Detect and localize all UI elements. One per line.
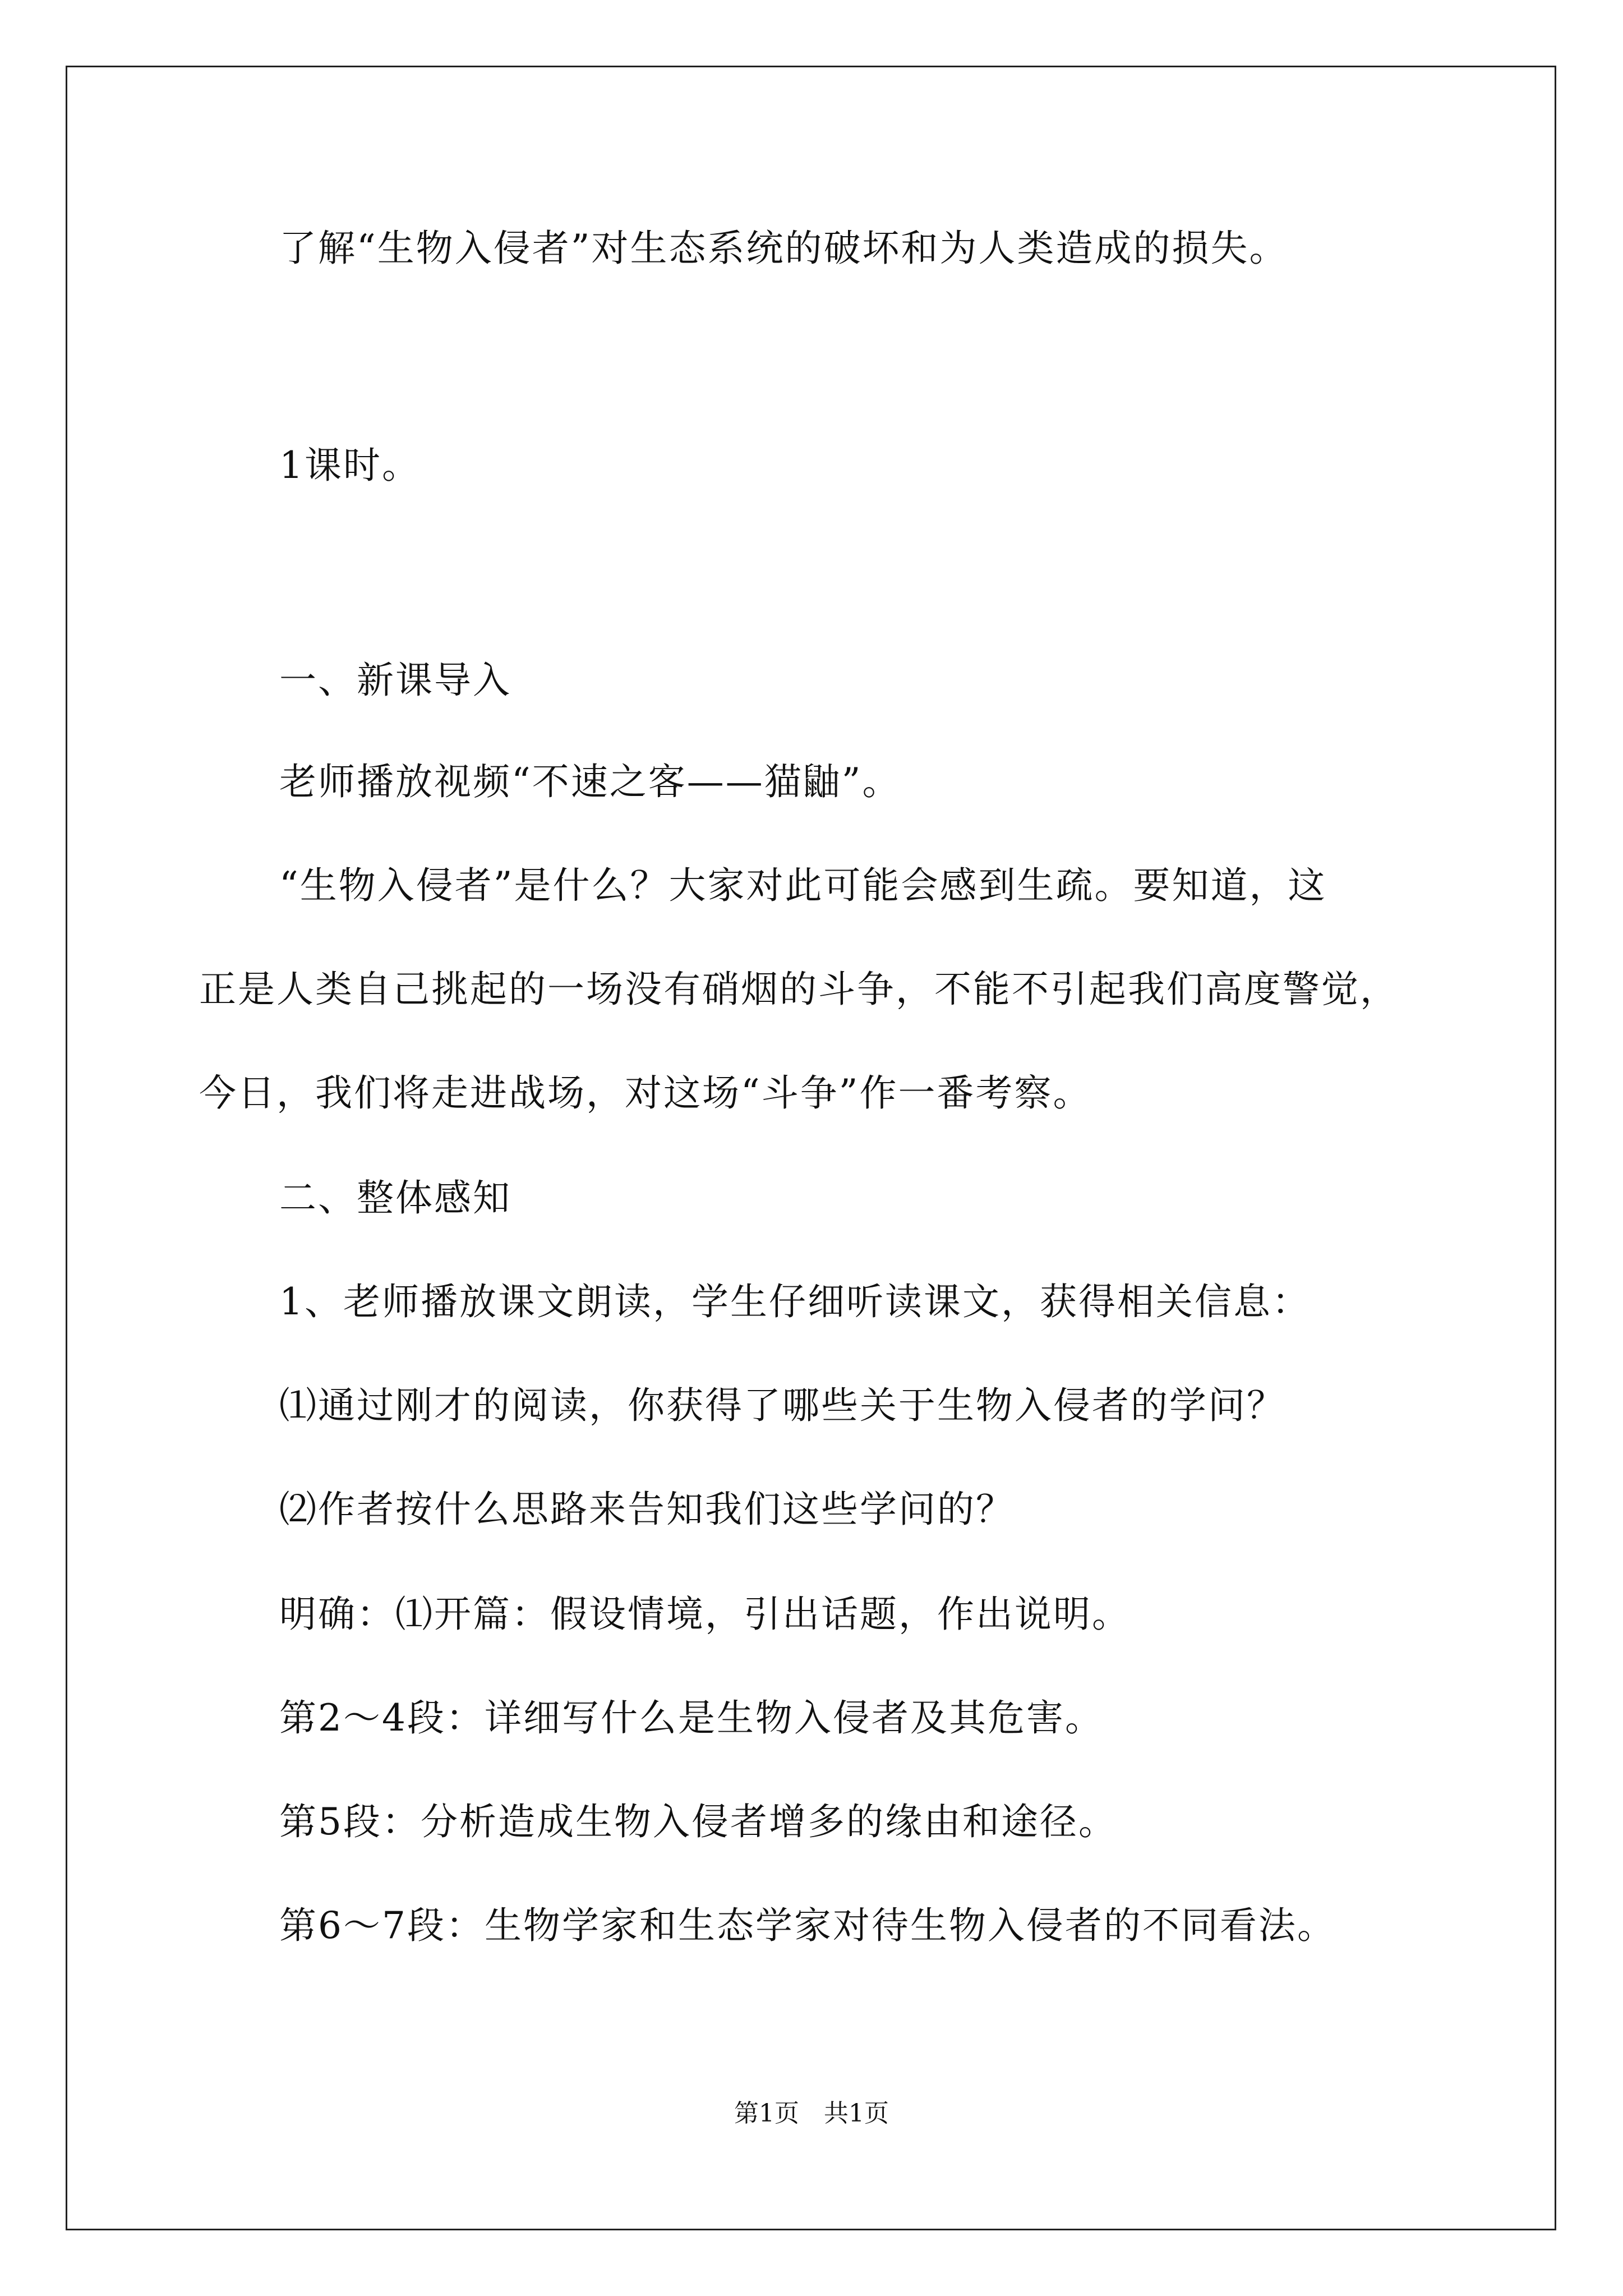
paragraph-question-1: ⑴通过刚才的阅读，你获得了哪些关于生物入侵者的学问？ xyxy=(279,1384,1285,1427)
paragraph-answer-6-7: 第6～7段：生物学家和生态学家对待生物入侵者的不同看法。 xyxy=(279,1904,1336,1947)
paragraph-question-line1: “生物入侵者”是什么？大家对此可能会感到生疏。要知道，这 xyxy=(279,864,1327,907)
paragraph-question-line2: 正是人类自己挑起的一场没有硝烟的斗争，不能不引起我们高度警觉， xyxy=(199,968,1399,1011)
paragraph-objective: 了解“生物入侵者”对生态系统的破坏和为人类造成的损失。 xyxy=(279,227,1288,270)
section-heading-perception: 二、整体感知 xyxy=(279,1176,511,1220)
paragraph-question-2: ⑵作者按什么思路来告知我们这些学问的？ xyxy=(279,1488,1015,1531)
paragraph-duration: 1课时。 xyxy=(279,444,421,487)
paragraph-answer-5: 第5段：分析造成生物入侵者增多的缘由和途径。 xyxy=(279,1800,1117,1843)
paragraph-step-1: 1、老师播放课文朗读，学生仔细听读课文，获得相关信息： xyxy=(279,1280,1311,1323)
section-heading-intro: 一、新课导入 xyxy=(279,659,511,702)
paragraph-answer-2-4: 第2～4段：详细写什么是生物入侵者及其危害。 xyxy=(279,1696,1104,1740)
paragraph-answer-opening: 明确：⑴开篇：假设情境，引出话题，作出说明。 xyxy=(279,1593,1131,1636)
paragraph-question-line3: 今日，我们将走进战场，对这场“斗争”作一番考察。 xyxy=(199,1071,1092,1115)
paragraph-video: 老师播放视频“不速之客——猫鼬”。 xyxy=(279,760,901,803)
page-footer: 第1页 共1页 xyxy=(734,2099,889,2128)
